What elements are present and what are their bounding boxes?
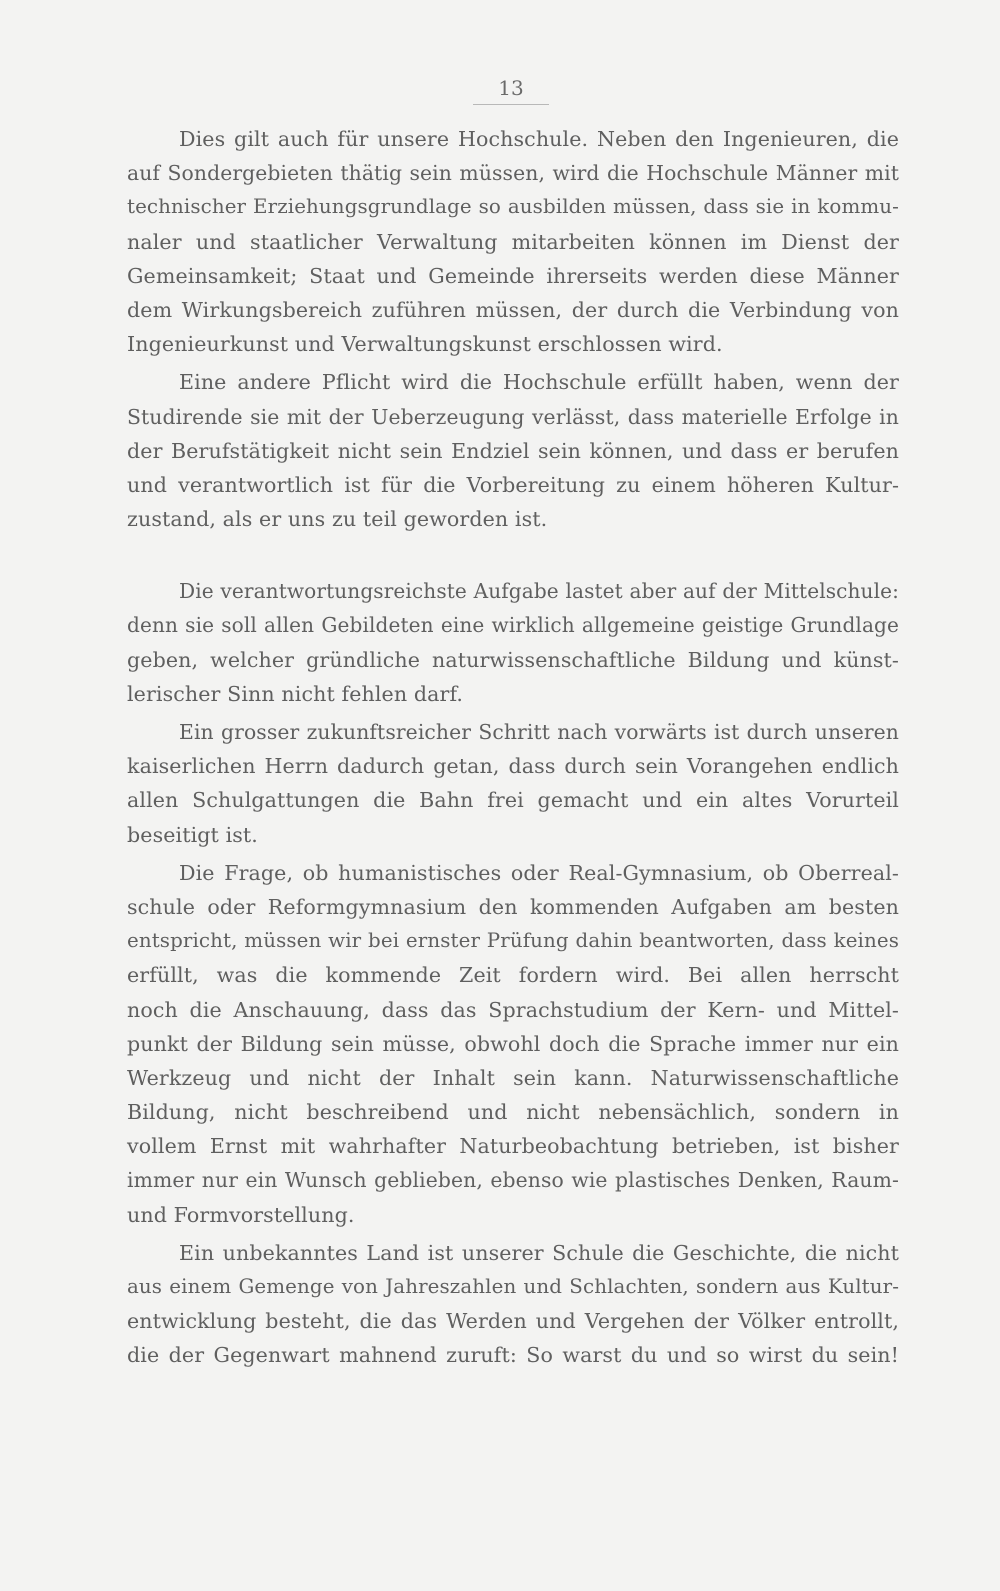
text-line: erfüllt, was die kommende Zeit fordern wird. Bei allen herrscht bbox=[127, 963, 899, 988]
text-line: schule oder Reformgymnasium den kommenden Aufgaben am besten bbox=[127, 894, 899, 919]
text-line: Die verantwortungsreichste Aufgabe lastet aber auf der Mittelschule: bbox=[179, 579, 899, 604]
text-line: technischer Erziehungsgrundlage so ausbilden müssen, dass sie in kommu- bbox=[127, 195, 899, 219]
text-line: der Berufstätigkeit nicht sein Endziel sein können, und dass er berufen bbox=[127, 438, 899, 463]
text-line: und verantwortlich ist für die Vorbereitung zu einem höheren Kultur- bbox=[127, 472, 899, 497]
text-line: naler und staatlicher Verwaltung mitarbeiten können im Dienst der bbox=[127, 229, 899, 254]
text-line: Die Frage, ob humanistisches oder Real-Gymnasium, ob Oberreal- bbox=[179, 860, 899, 885]
text-line: immer nur ein Wunsch geblieben, ebenso wie plastisches Denken, Raum- bbox=[127, 1168, 899, 1193]
text-line: Gemeinsamkeit; Staat und Gemeinde ihrerseits werden diese Männer bbox=[127, 263, 899, 288]
text-line: die der Gegenwart mahnend zuruft: So warst du und so wirst du sein! bbox=[127, 1343, 899, 1368]
text-line: geben, welcher gründliche naturwissenschaftliche Bildung und künst- bbox=[127, 647, 899, 672]
text-line: punkt der Bildung sein müsse, obwohl doch die Sprache immer nur ein bbox=[127, 1031, 899, 1056]
text-line: Ingenieurkunst und Verwaltungskunst erschlossen wird. bbox=[127, 332, 723, 357]
text-line: zustand, als er uns zu teil geworden ist. bbox=[127, 507, 548, 532]
paragraph-frage bbox=[127, 856, 899, 1232]
text-line: Studirende sie mit der Ueberzeugung verlässt, dass materielle Erfolge in bbox=[127, 404, 899, 429]
paragraph-pflicht bbox=[127, 365, 899, 536]
text-line: vollem Ernst mit wahrhafter Naturbeobachtung betrieben, ist bisher bbox=[127, 1134, 899, 1159]
text-line: lerischer Sinn nicht fehlen darf. bbox=[127, 681, 464, 706]
text-line: entwicklung besteht, die das Werden und Vergehen der Völker entrollt, bbox=[127, 1309, 899, 1334]
text-line: Ein unbekanntes Land ist unserer Schule die Geschichte, die nicht bbox=[179, 1240, 899, 1265]
text-line: Ein grosser zukunftsreicher Schritt nach vorwärts ist durch unseren bbox=[179, 720, 899, 744]
text-line: denn sie soll allen Gebildeten eine wirklich allgemeine geistige Grundlage bbox=[127, 613, 899, 638]
text-line: beseitigt ist. bbox=[127, 822, 258, 847]
text-line: auf Sondergebieten thätig sein müssen, wird die Hochschule Männer mit bbox=[127, 161, 899, 186]
paragraph-geschichte bbox=[127, 1236, 899, 1373]
text-line: entspricht, müssen wir bei ernster Prüfung dahin beantworten, dass keines bbox=[127, 929, 899, 953]
text-line: aus einem Gemenge von Jahreszahlen und Schlachten, sondern aus Kultur- bbox=[127, 1275, 899, 1298]
body-text bbox=[127, 122, 899, 1373]
paragraph-mittelschule bbox=[127, 574, 899, 711]
text-line: Bildung, nicht beschreibend und nicht nebensächlich, sondern in bbox=[127, 1100, 899, 1125]
paragraph-schritt bbox=[127, 715, 899, 852]
page-number-rule bbox=[473, 104, 549, 105]
text-line: Dies gilt auch für unsere Hochschule. Neben den Ingenieuren, die bbox=[179, 127, 899, 151]
page-header bbox=[470, 76, 552, 105]
text-line: Werkzeug und nicht der Inhalt sein kann. Naturwissenschaftliche bbox=[127, 1065, 899, 1090]
paragraph-hochschule bbox=[127, 122, 899, 361]
text-line: allen Schulgattungen die Bahn frei gemacht und ein altes Vorurteil bbox=[127, 788, 899, 813]
text-line: dem Wirkungsbereich zuführen müssen, der durch die Verbindung von bbox=[127, 297, 899, 322]
text-line: und Formvorstellung. bbox=[127, 1202, 355, 1227]
text-line: kaiserlichen Herrn dadurch getan, dass durch sein Vorangehen endlich bbox=[127, 754, 899, 779]
text-line: Eine andere Pflicht wird die Hochschule erfüllt haben, wenn der bbox=[179, 370, 899, 395]
text-line: noch die Anschauung, dass das Sprachstudium der Kern- und Mittel- bbox=[127, 997, 899, 1022]
page-number: 13 bbox=[498, 76, 524, 100]
